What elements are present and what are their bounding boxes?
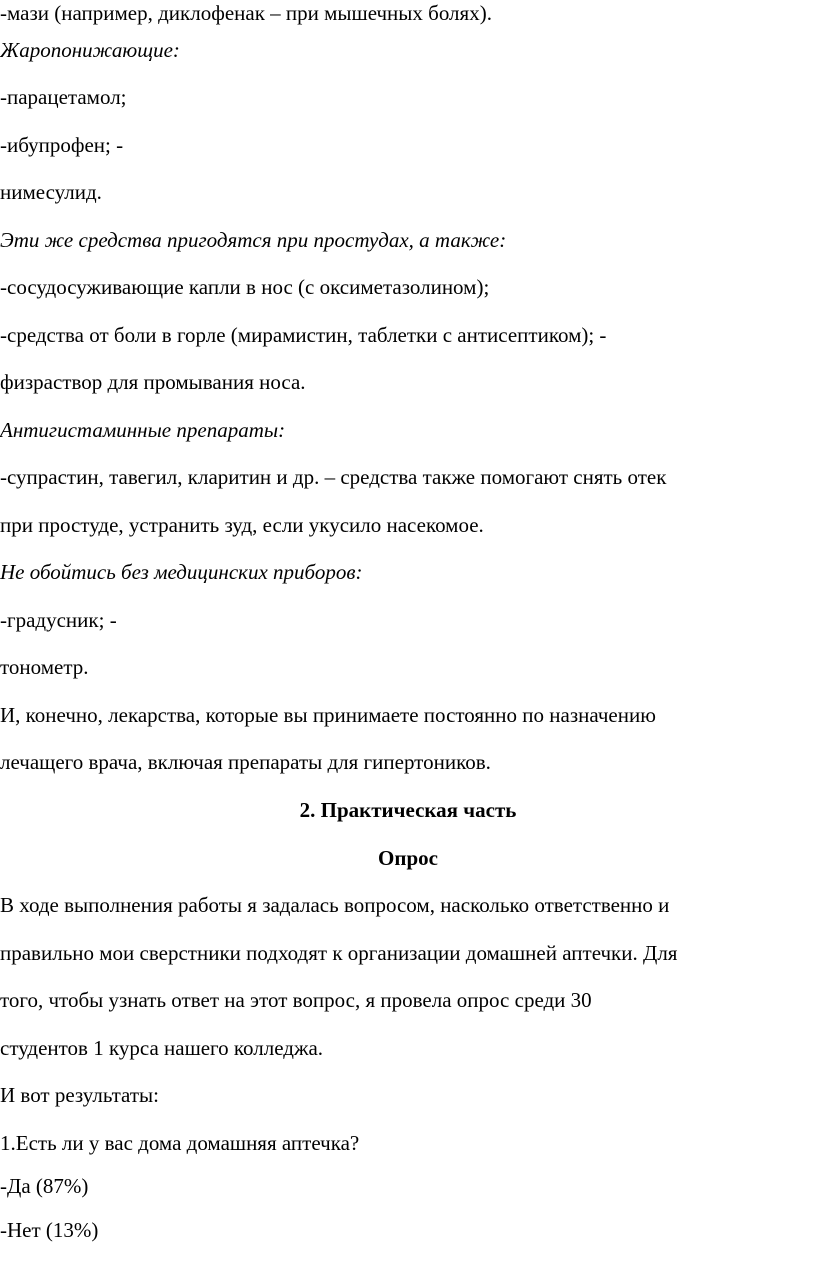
text-line: студентов 1 курса нашего колледжа. — [0, 1036, 324, 1060]
survey-answer: -Да (87%) — [0, 1174, 89, 1198]
text-line: -градусник; - — [0, 608, 117, 632]
text-line: -супрастин, тавегил, кларитин и др. – средства также помогают снять отек — [0, 465, 667, 489]
text-line: И, конечно, лекарства, которые вы принимаете постоянно по назначению — [0, 703, 656, 727]
text-line: тонометр. — [0, 655, 89, 679]
text-line: -средства от боли в горле (мирамистин, таблетки с антисептиком); - — [0, 323, 607, 347]
text-line: при простуде, устранить зуд, если укусило насекомое. — [0, 513, 484, 537]
text-line: -сосудосуживающие капли в нос (с оксиметазолином); — [0, 275, 490, 299]
survey-question: 1.Есть ли у вас дома домашняя аптечка? — [0, 1131, 360, 1155]
text-line: -мази (например, диклофенак – при мышечных болях). — [0, 1, 492, 25]
text-line: лечащего врача, включая препараты для гипертоников. — [0, 750, 491, 774]
text-line: -парацетамол; — [0, 85, 127, 109]
text-line: нимесулид. — [0, 180, 102, 204]
text-line: И вот результаты: — [0, 1083, 159, 1107]
section-heading-colds: Эти же средства пригодятся при простудах, а также: — [0, 228, 507, 252]
section-heading-antipyretics: Жаропонижающие: — [0, 38, 180, 62]
text-line: того, чтобы узнать ответ на этот вопрос, я провела опрос среди 30 — [0, 988, 592, 1012]
text-line: физраствор для промывания носа. — [0, 370, 306, 394]
subsection-title: Опрос — [378, 846, 438, 870]
survey-answer: -Нет (13%) — [0, 1218, 99, 1242]
text-line: В ходе выполнения работы я задалась вопросом, насколько ответственно и — [0, 893, 670, 917]
section-heading-devices: Не обойтись без медицинских приборов: — [0, 560, 363, 584]
text-line: правильно мои сверстники подходят к организации домашней аптечки. Для — [0, 941, 678, 965]
text-line: -ибупрофен; - — [0, 133, 124, 157]
chapter-title: 2. Практическая часть — [299, 798, 517, 822]
section-heading-antihistamines: Антигистаминные препараты: — [0, 418, 286, 442]
